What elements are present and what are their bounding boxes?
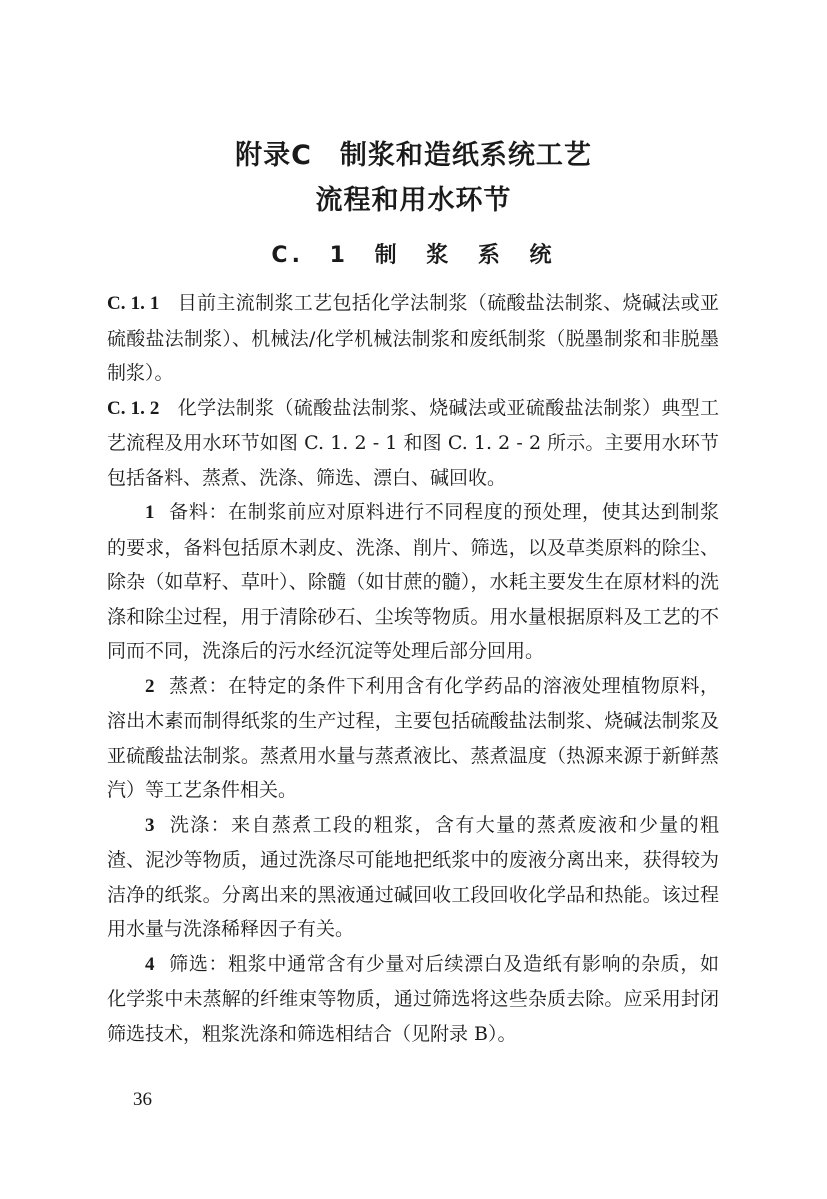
item-3-washing (107, 808, 719, 947)
section-title: 制 浆 系 统 (374, 243, 556, 268)
clause-text: 目前主流制浆工艺包括化学法制浆（硫酸盐法制浆、烧碱法或亚硫酸盐法制浆）、机械法/化学机械法制浆和废纸制浆（脱墨制浆和非脱墨制浆）。 (107, 292, 719, 384)
section-number: C. 1 (271, 243, 349, 268)
clause-number: C. 1. 2 (107, 397, 160, 419)
document-body (107, 286, 719, 1051)
item-number: 2 (145, 675, 155, 697)
item-2-cooking (107, 669, 719, 808)
item-4-screening (107, 947, 719, 1052)
clause-number: C. 1. 1 (107, 293, 160, 314)
item-1-raw-material (107, 495, 719, 669)
item-text: 筛选：粗浆中通常含有少量对后续漂白及造纸有影响的杂质，如化学浆中未蒸解的纤维束等物质，通过筛选将这些杂质去除。应采用封闭筛选技术，粗浆洗涤和筛选相结合（见附录 B）。 (107, 952, 719, 1045)
item-text: 蒸煮：在特定的条件下利用含有化学药品的溶液处理植物原料，溶出木素而制得纸浆的生产过程，主要包括硫酸盐法制浆、烧碱法制浆及亚硫酸盐法制浆。蒸煮用水量与蒸煮液比、蒸煮温度（热源来源于新鲜蒸汽）等工艺条件相关。 (107, 674, 719, 801)
item-number: 3 (145, 814, 155, 836)
item-text: 洗涤：来自蒸煮工段的粗浆，含有大量的蒸煮废液和少量的粗渣、泥沙等物质，通过洗涤尽可能地把纸浆中的废液分离出来，获得较为洁净的纸浆。分离出来的黑液通过碱回收工段回收化学品和热能。该过程用水量与洗涤稀释因子有关。 (107, 813, 719, 940)
clause-text: 化学法制浆（硫酸盐法制浆、烧碱法或亚硫酸盐法制浆）典型工艺流程及用水环节如图 C. 1. 2 - 1 和图 C. 1. 2 - 2 所示。主要用水环节包括备料、蒸煮、洗涤、筛选、漂白、碱回收。 (107, 396, 719, 489)
clause-c-1-2 (107, 391, 719, 496)
clause-c-1-1 (107, 286, 719, 391)
item-number: 4 (145, 953, 155, 975)
appendix-title-line1: 附录C 制浆和造纸系统工艺 (235, 140, 592, 171)
appendix-title-line2: 流程和用水环节 (315, 185, 512, 216)
item-number: 1 (145, 502, 155, 523)
page-number: 36 (133, 1089, 152, 1110)
section-heading (0, 238, 827, 269)
item-text: 备料：在制浆前应对原料进行不同程度的预处理，使其达到制浆的要求，备料包括原木剥皮、洗涤、削片、筛选，以及草类原料的除尘、除杂（如草籽、草叶）、除髓（如甘蔗的髓），水耗主要发生在原材料的洗涤和除尘过程，用于清除砂石、尘埃等物质。用水量根据原料及工艺的不同而不同，洗涤后的污水经沉淀等处理后部分回用。 (107, 501, 719, 662)
